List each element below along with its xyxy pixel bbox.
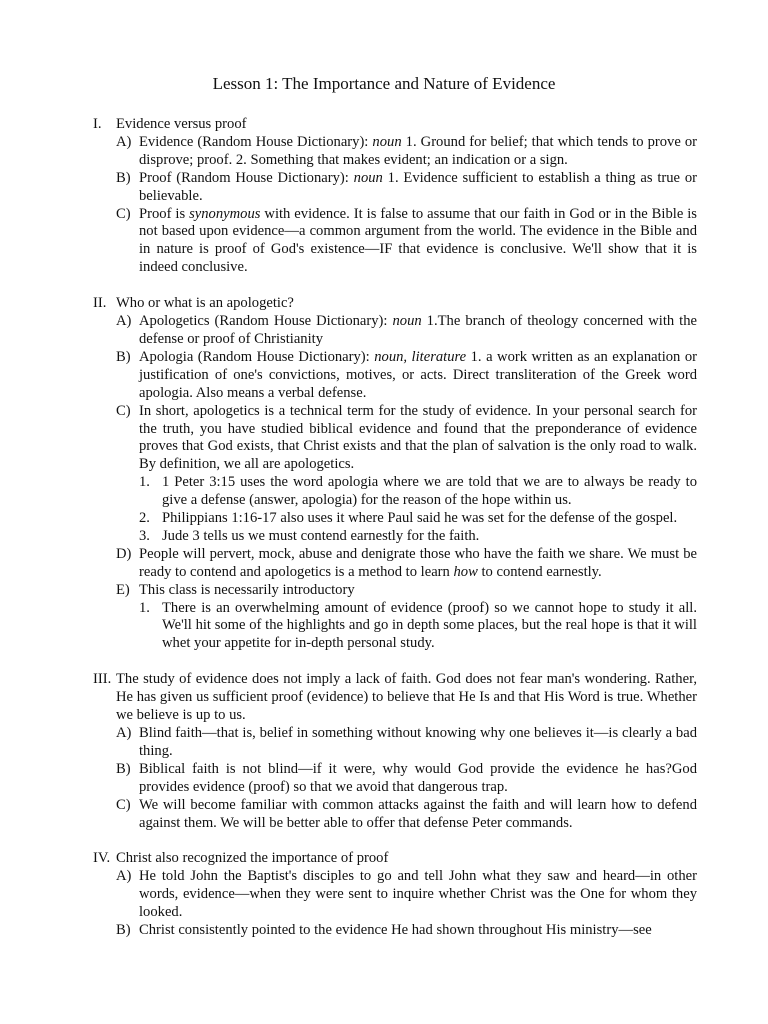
text-run: Evidence (Random House Dictionary): <box>139 133 373 150</box>
item-text <box>139 134 697 168</box>
section-heading <box>93 850 697 868</box>
text-run: He told John the Baptist's disciples to go and tell John what they saw and heard—in other words, evidence—when they were sent to inquire whether Christ was the One for whom they looked. <box>139 868 697 921</box>
text-run: 1.The branch of theology concerned with the defense or proof of Christianity <box>139 313 698 347</box>
item-text <box>139 313 697 347</box>
subitem-text: Jude 3 tells us we must contend earnestly for the faith. <box>162 527 480 544</box>
item-label: D) <box>116 545 132 562</box>
item-label: A) <box>116 133 132 150</box>
outline-item <box>116 725 697 761</box>
outline-subitem <box>139 510 697 528</box>
item-text <box>139 170 697 204</box>
outline-item <box>116 134 697 170</box>
item-text <box>139 725 697 759</box>
italic-term: noun <box>353 169 383 186</box>
subitem-label: 1. <box>139 474 150 491</box>
item-label: E) <box>116 581 130 598</box>
italic-term: synonymous <box>189 205 261 222</box>
text-run: to contend earnestly. <box>477 563 602 580</box>
section-heading <box>93 671 697 725</box>
item-text <box>139 868 697 920</box>
text-run: We will become familiar with common attacks against the faith and will learn how to defend against them. We will be better able to offer that defense Peter commands. <box>139 796 697 831</box>
item-text <box>139 582 355 598</box>
subitem-label: 3. <box>139 527 150 544</box>
text-run: In short, apologetics is a technical term for the study of evidence. In your personal search for the truth, you have studied biblical evidence and found that the preponderance of evidence proves that God exists, that Christ exists and that the plan of salvation is the only road to walk. By definition, we all are apologetics. <box>139 402 697 473</box>
outline-item <box>116 868 697 922</box>
outline-section <box>93 850 697 940</box>
italic-term: noun <box>372 133 402 150</box>
text-run: 1. Ground for belief; that which tends to prove or disprove; proof. 2. Something that makes evident; an indication or a sign. <box>139 133 698 168</box>
item-subitems <box>139 600 697 654</box>
subitem-text: There is an overwhelming amount of evidence (proof) so we cannot hope to study it all. We'll hit some of the highlights and go in depth some places, but the real hope is that it will whet your appetite for in-depth personal study. <box>162 599 697 652</box>
subitem-text: Philippians 1:16-17 also uses it where Paul said he was set for the defense of the gospel. <box>162 510 678 527</box>
outline-item <box>116 546 697 582</box>
item-label: C) <box>116 205 131 222</box>
section-heading <box>93 295 697 313</box>
subitem-text: 1 Peter 3:15 uses the word apologia where we are told that we are to always be ready to give a defense (answer, apologia) for the reason of the hope within us. <box>162 474 697 509</box>
outline-item <box>116 170 697 206</box>
text-run: This class is necessarily introductory <box>139 581 355 598</box>
item-text <box>139 922 652 938</box>
item-label: B) <box>116 760 131 777</box>
outline-subitem <box>139 600 697 654</box>
outline-item <box>116 922 697 940</box>
text-run: Proof is <box>139 205 190 222</box>
text-run: Biblical faith is not blind—if it were, why would God provide the evidence he has?God provides evidence (proof) so that we avoid that dangerous trap. <box>139 760 697 795</box>
text-run: Proof (Random House Dictionary): <box>139 169 354 186</box>
italic-term: noun, literature <box>374 348 467 365</box>
item-text <box>139 206 697 276</box>
italic-term: how <box>453 563 478 580</box>
outline-section <box>93 671 697 832</box>
item-text <box>139 403 697 473</box>
item-text <box>139 761 697 795</box>
item-subitems <box>139 474 697 546</box>
outline-section <box>93 295 697 653</box>
outline-subitem <box>139 528 697 546</box>
lesson-outline <box>93 116 697 958</box>
outline-section <box>93 116 697 277</box>
item-text <box>139 349 697 401</box>
text-run: Blind faith—that is, belief in something without knowing why one believes it—is clearly a bad thing. <box>139 725 697 759</box>
item-label: C) <box>116 796 131 813</box>
text-run: 1. Evidence sufficient to establish a thing as true or believable. <box>139 169 697 204</box>
section-heading-text: Who or what is an apologetic? <box>116 295 294 312</box>
outline-item <box>116 761 697 797</box>
item-label: C) <box>116 402 131 419</box>
outline-item <box>116 206 697 278</box>
outline-item <box>116 582 697 600</box>
subitem-label: 1. <box>139 599 150 616</box>
section-items <box>116 725 697 832</box>
section-heading-text: The study of evidence does not imply a lack of faith. God does not fear man's wondering. Rather, He has given us sufficient proof (evidence) to believe that He Is and that His Word is true. Whether we believe is up to us. <box>116 671 697 724</box>
text-run: Apologia (Random House Dictionary): <box>139 348 375 365</box>
section-heading-text: Evidence versus proof <box>116 116 247 132</box>
item-text <box>139 546 697 580</box>
page-title: Lesson 1: The Importance and Nature of Evidence <box>212 74 556 93</box>
item-label: B) <box>116 169 131 186</box>
item-label: B) <box>116 348 131 365</box>
text-run: with evidence. It is false to assume that our faith in God or in the Bible is not based upon evidence—a common argument from the world. The evidence in the Bible and in nature is proof of God's existence—IF that evidence is conclusive. We'll show that it is indeed conclusive. <box>139 205 697 276</box>
outline-subitem <box>139 474 697 510</box>
outline-item <box>116 797 697 833</box>
text-run: Christ consistently pointed to the evidence He had shown throughout His ministry—see <box>139 922 652 939</box>
outline-item <box>116 313 697 349</box>
section-number: IV. <box>93 850 111 867</box>
outline-item <box>116 349 697 403</box>
section-number: I. <box>93 116 102 132</box>
section-items <box>116 868 697 940</box>
italic-term: noun <box>392 313 422 330</box>
text-run: People will pervert, mock, abuse and denigrate those who have the faith we share. We must be ready to contend and apologetics is a method to learn <box>139 545 697 580</box>
outline-item <box>116 403 697 475</box>
item-text <box>139 797 697 831</box>
text-run: Apologetics (Random House Dictionary): <box>139 313 393 330</box>
section-number: II. <box>93 295 107 312</box>
item-label: B) <box>116 922 131 939</box>
section-heading <box>93 116 697 134</box>
section-items <box>116 313 697 653</box>
text-run: 1. a work written as an explanation or justification of one's convictions, motives, or acts. Direct transliteration of the Greek word apologia. Also means a verbal defense. <box>139 348 697 401</box>
item-label: A) <box>116 313 132 330</box>
section-heading-text: Christ also recognized the importance of proof <box>116 850 389 867</box>
section-number: III. <box>93 671 112 688</box>
subitem-label: 2. <box>139 510 150 527</box>
item-label: A) <box>116 868 132 885</box>
item-label: A) <box>116 725 132 741</box>
section-items <box>116 134 697 277</box>
